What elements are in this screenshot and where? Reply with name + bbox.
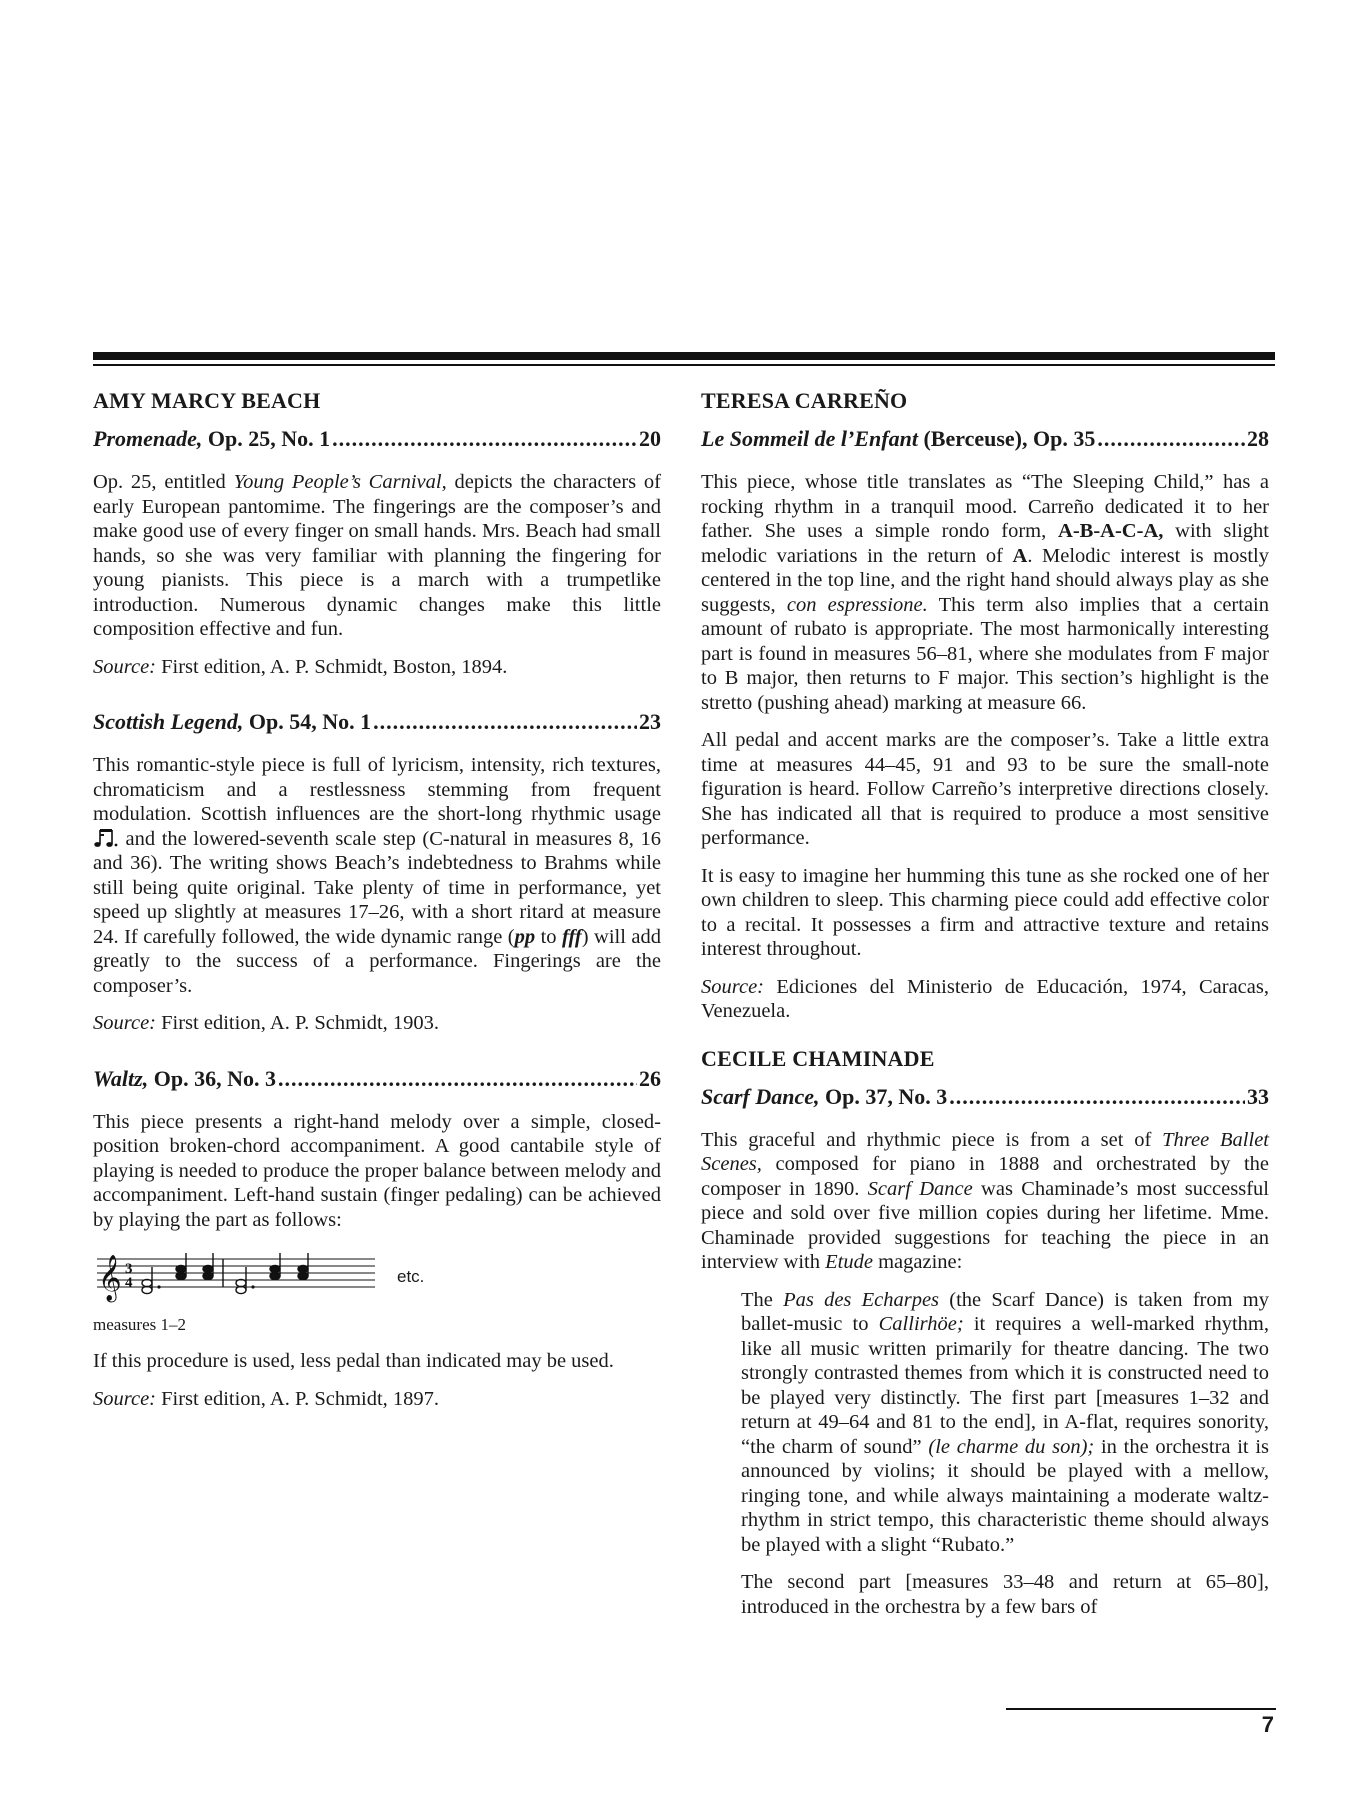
- source-scottish-legend: Source: First edition, A. P. Schmidt, 1903.: [93, 1012, 440, 1034]
- top-rule-thick: [93, 352, 1275, 360]
- entry-page-number: 28: [1247, 426, 1269, 451]
- left-column: [93, 380, 661, 1441]
- music-example: [93, 1245, 661, 1305]
- leader-dots: [278, 1066, 637, 1092]
- svg-text:3: 3: [125, 1261, 133, 1277]
- leader-dots: [949, 1084, 1245, 1110]
- entry-scarf-dance: [701, 1084, 1269, 1110]
- right-column: [701, 380, 1269, 1632]
- entry-promenade: [93, 426, 661, 452]
- entry-title-rest: Op. 36, No. 3: [148, 1065, 276, 1091]
- paragraph-promenade: Op. 25, entitled Young People’s Carnival, depicts the characters of early European pantomime. The fingerings are the composer’s and make good use of every finger on small hands. Mrs. Beach had small hands, so she was very familiar with planning the fingering for young pianists. This piece is a march with a trumpetlike introduction. Numerous dynamic changes make this little composition effective and fun.: [93, 471, 661, 640]
- entry-title-italic: Scarf Dance,: [701, 1083, 820, 1109]
- quote-paragraph-2: The second part [measures 33–48 and return at 65–80], introduced in the orchestra by a few bars of: [741, 1571, 1269, 1618]
- block-quote: [741, 1288, 1269, 1620]
- entry-title-italic: Waltz,: [93, 1065, 149, 1091]
- svg-text:𝄞: 𝄞: [98, 1255, 122, 1301]
- entry-page-number: 26: [639, 1065, 661, 1091]
- music-caption: measures 1–2: [93, 1315, 187, 1334]
- page-number: 7: [1261, 1712, 1274, 1737]
- paragraph-waltz: This piece presents a right-hand melody over a simple, closed-position broken-chord accompaniment. A good cantabile style of playing is needed to produce the proper balance between melody and accompaniment. Left-hand sustain (finger pedaling) can be achieved by playing the part as follows:: [93, 1110, 661, 1231]
- leader-dots: [373, 709, 637, 735]
- paragraph-scarf-dance: This graceful and rhythmic piece is from a set of Three Ballet Scenes, composed for piano in 1888 and orchestrated by the composer in 1890. Scarf Dance was Chaminade’s most successful piece and sold over five million copies during her lifetime. Mme. Chaminade provided suggestions for teaching the piece in an interview with Etude magazine:: [701, 1128, 1269, 1273]
- leader-dots: [1097, 426, 1245, 452]
- entry-title-italic: Scottish Legend,: [93, 709, 244, 734]
- leader-dots: [332, 426, 637, 452]
- paragraph-le-sommeil-2: All pedal and accent marks are the composer’s. Take a little extra time at measures 44–45, 91 and 93 to be sure the small-note figuration is heard. Follow Carreño’s interpretive directions closely. She has indicated all that is required to produce a most sensitive performance.: [701, 729, 1269, 849]
- entry-page-number: 23: [639, 709, 661, 734]
- source-le-sommeil: Source: Ediciones del Ministerio de Educación, 1974, Caracas, Venezuela.: [701, 975, 1269, 1022]
- entry-title-rest: Op. 37, No. 3: [819, 1083, 948, 1109]
- paragraph-le-sommeil-3: It is easy to imagine her humming this tune as she rocked one of her own children to sleep. This charming piece could add effective color to a recital. It possesses a firm and attractive texture and retains interest throughout.: [701, 864, 1269, 960]
- music-staff-illustration: [93, 1245, 383, 1305]
- composer-heading-carreno: TERESA CARREÑO: [701, 388, 908, 413]
- source-promenade: Source: First edition, A. P. Schmidt, Boston, 1894.: [93, 655, 508, 678]
- entry-title-rest: Op. 25, No. 1: [202, 426, 331, 451]
- entry-page-number: 33: [1247, 1083, 1269, 1109]
- entry-title-rest: (Berceuse), Op. 35: [917, 426, 1096, 451]
- entry-title-rest: Op. 54, No. 1: [243, 709, 372, 734]
- source-waltz: Source: First edition, A. P. Schmidt, 1897.: [93, 1387, 440, 1410]
- music-etc-label: etc.: [397, 1267, 425, 1286]
- svg-text:4: 4: [125, 1275, 133, 1291]
- composer-heading-beach: AMY MARCY BEACH: [93, 388, 321, 413]
- footer-rule: [1006, 1708, 1276, 1710]
- paragraph-le-sommeil-1: This piece, whose title translates as “The Sleeping Child,” has a rocking rhythm in a tranquil mood. Carreño dedicated it to her father. She uses a simple rondo form, A-B-A-C-A, with slight melodic variations in the return of A. Melodic interest is mostly centered in the top line, and the right hand should always play as she suggests, con espressione. This term also implies that a certain amount of rubato is appropriate. The most harmonically interesting part is found in measures 56–81, where she modulates from F major to B major, then returns to F major. This section’s highlight is the stretto (pushing ahead) marking at measure 66.: [701, 471, 1269, 714]
- short-long-rhythm-icon: [93, 827, 119, 849]
- entry-title-italic: Le Sommeil de l’Enfant: [701, 426, 918, 451]
- entry-le-sommeil: [701, 426, 1269, 452]
- entry-waltz: [93, 1066, 661, 1092]
- entry-page-number: 20: [639, 426, 661, 451]
- paragraph-scottish-legend: This romantic-style piece is full of lyricism, intensity, rich textures, chromaticism and a restlessness stemming from frequent modulation. Scottish influences are the short-long rhythmic usage and the lowered-seventh scale step (C-natural in measures 8, 16 and 36). The writing shows Beach’s indebtedness to Brahms while still being quite original. Take plenty of time in performance, yet speed up slightly at measures 17–26, with a short ritard at measure 24. If carefully followed, the wide dynamic range (pp to fff) will add greatly to the success of a performance. Fingerings are the composer’s.: [93, 754, 662, 997]
- composer-heading-chaminade: CECILE CHAMINADE: [701, 1045, 935, 1071]
- entry-scottish-legend: [93, 709, 661, 735]
- quote-paragraph-1: The Pas des Echarpes (the Scarf Dance) is taken from my ballet-music to Callirhöe; it requires a well-marked rhythm, like all music written primarily for theatre dancing. The two strongly contrasted themes from which it is constructed need to be played very distinctly. The first part [measures 1–32 and return at 49–64 and 81 to the end], in A-flat, requires sonority, “the charm of sound” (le charme du son); in the orchestra it is announced by violins; it should be played with a mellow, ringing tone, and while always maintaining a moderate waltz-rhythm in strict tempo, this characteristic theme should always be played with a slight “Rubato.”: [741, 1288, 1269, 1556]
- top-rule-thin: [93, 364, 1275, 366]
- entry-title-italic: Promenade,: [93, 426, 203, 451]
- paragraph-waltz-2: If this procedure is used, less pedal than indicated may be used.: [93, 1350, 614, 1372]
